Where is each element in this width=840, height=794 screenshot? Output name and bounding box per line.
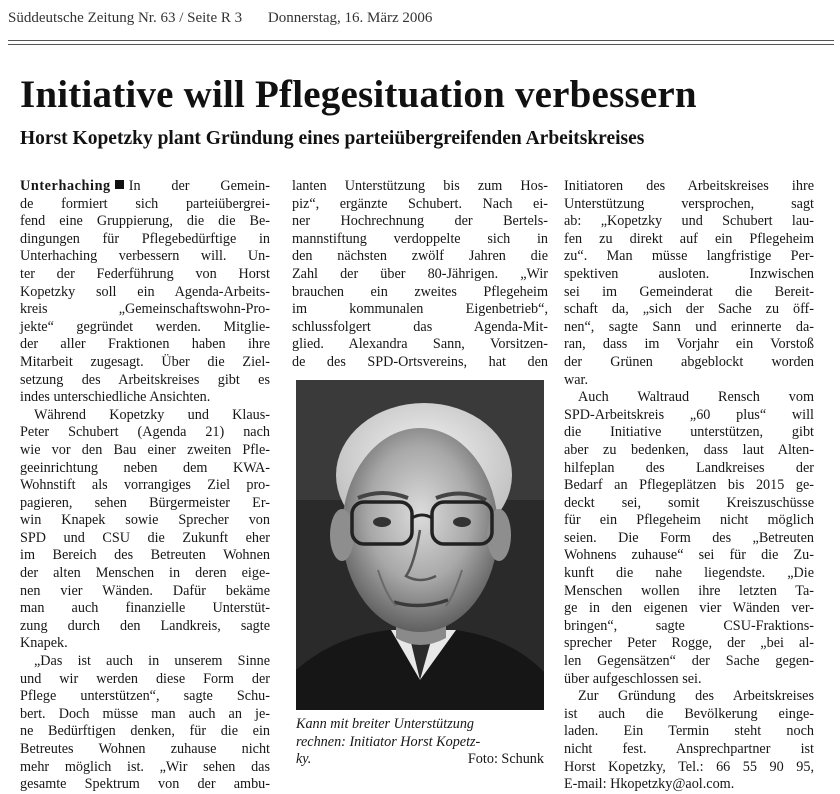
column-3-line: Menschen wollen ihre letzten Ta- (564, 582, 814, 599)
column-1-line: Während Kopetzky und Klaus- (34, 406, 270, 423)
masthead-rule-second (8, 44, 834, 45)
column-1-line: Wohnstift als vorrangiges Ziel pro- (20, 477, 270, 494)
photo-credit: Foto: Schunk (467, 751, 544, 768)
column-3-line: zu“. Man müsse langfristige Per- (564, 248, 814, 265)
photo-caption (296, 716, 544, 769)
column-1-line: dingungen für Pflegebedürftige in (20, 230, 270, 247)
column-1-line: nen vier Wänden. Dafür bekäme (20, 582, 270, 599)
column-1-line: win Knapek sowie Sprecher von (20, 512, 270, 529)
column-1-line: der aller Fraktionen haben ihre (20, 336, 270, 353)
column-1-line: bert. Doch müsse man auch an je- (20, 705, 270, 722)
column-3-line: ge in den eigenen vier Wänden ver- (564, 600, 814, 617)
column-1-line: indes unterschiedliche Ansichten. (20, 389, 211, 406)
column-1-line: setzung des Arbeitskreises gibt es (20, 371, 270, 388)
column-3-line: die Initiative unterstützen, gibt (564, 424, 814, 441)
column-3-line: kunft die nahe liegendste. „Die (564, 565, 814, 582)
caption-line: Kann mit breiter Unterstützung (296, 716, 475, 732)
column-3-line: ab: „Kopetzky und Schubert lau- (564, 213, 814, 230)
column-3-line: Bedarf an Pflegeplätzen bis 2015 ge- (564, 477, 814, 494)
column-1-line: gesamte Spektrum von der ambu- (20, 776, 270, 793)
column-3-line: ist auch die Bevölkerung einge- (564, 705, 814, 722)
column-1-line: pagieren, sehen Bürgermeister Er- (20, 494, 270, 511)
column-1-line: ter der Federführung von Horst (20, 265, 270, 282)
column-1-line: wie vor den Bau einer zweiten Pfle- (20, 441, 270, 458)
publication-line: Süddeutsche Zeitung Nr. 63 / Seite R 3 (8, 10, 243, 26)
column-3-line: len Gegensätzen“ der Sache gegen- (564, 653, 814, 670)
column-1-line: Unterhaching In der Gemein- (20, 178, 270, 194)
column-3-line: schaft da, „sich der Sache zu öff- (564, 301, 814, 318)
column-2-line: lanten Unterstützung bis zum Hos- (292, 178, 548, 194)
column-3-line: sei im Gemeinderat die Bereit- (564, 283, 814, 300)
column-1-line: de formiert sich parteiübergrei- (20, 195, 270, 212)
column-1-line: geeinrichtung neben dem KWA- (20, 459, 270, 476)
column-3-line: bringen“, sagte CSU-Fraktions- (564, 617, 814, 634)
column-3-line: E-mail: Hkopetzky@aol.com. (564, 776, 735, 793)
caption-line: rechnen: Initiator Horst Kopetz- (296, 733, 481, 750)
column-1-line: Knapek. (20, 635, 68, 652)
column-3-line: aber zu bedenken, dass laut Alten- (564, 441, 814, 458)
column-3-line: SPD-Arbeitskreis „60 plus“ will (564, 406, 814, 423)
column-2-line: den nächsten zwölf Jahren die (292, 248, 548, 265)
column-1-line: der alten Menschen in deren eige- (20, 565, 270, 582)
column-1-line: im Bereich des Betreuten Wohnen (20, 547, 270, 564)
article-column-1 (20, 178, 270, 794)
column-3-line: Auch Waltraud Rensch vom (578, 389, 814, 406)
issue-date: Donnerstag, 16. März 2006 (267, 10, 433, 26)
column-2-line: im kommunalen Eigenbetrieb“, (292, 301, 548, 318)
column-2-line: mannstiftung verdoppelte sich in (292, 230, 548, 247)
column-1-line: Betreutes Wohnen zuhause nicht (20, 741, 270, 757)
column-3-line: nen“, sagte Sann und erinnerte da- (564, 318, 814, 335)
article-subheadline: Horst Kopetzky plant Gründung eines parteiübergreifenden Arbeitskreises (20, 128, 645, 149)
article-headline: Initiative will Pflegesituation verbessern (20, 73, 697, 116)
column-2-line: glied. Alexandra Sann, Vorsitzen- (292, 336, 548, 353)
portrait-illustration (296, 380, 544, 710)
column-2-line: ner Hochrechnung der Bertels- (292, 213, 548, 230)
column-1-line: Unterhaching verbessern will. Un- (20, 248, 270, 265)
column-3-line: nicht fest. Ansprechpartner ist (564, 741, 814, 757)
column-1-line: und wir werden diese Form der (20, 670, 270, 687)
article-column-2 (292, 178, 548, 372)
column-3-line: hilfeplan des Landkreises der (564, 459, 814, 476)
column-1-line: zung durch den Landkreis, sagte (20, 617, 270, 634)
column-3-line: ran, dass im Vorjahr ein Vorstoß (564, 336, 814, 353)
dateline: Unterhaching (20, 178, 111, 194)
column-3-line: deckt sei, somit Kreiszuschüsse (564, 494, 814, 511)
column-2-line: de des SPD-Ortsvereins, hat den (292, 353, 548, 370)
column-1-line: jekte“ gegründet werden. Mitglie- (20, 318, 270, 335)
caption-last-line (296, 751, 544, 769)
column-1-line: SPD und CSU die Zukunft eher (20, 529, 270, 546)
column-1-line: Pflege unterstützen“, sagte Schu- (20, 688, 270, 705)
dateline-square-icon (115, 180, 124, 189)
column-3-line: spektiven ausloten. Inzwischen (564, 265, 814, 282)
column-3-line: Wohnens zuhause“ sei für die Zu- (564, 547, 814, 564)
column-1-line: kreis „Gemeinschaftswohn-Pro- (20, 301, 270, 318)
column-3-line: Horst Kopetzky, Tel.: 66 55 90 95, (564, 758, 814, 775)
portrait-photo (296, 380, 544, 710)
column-3-line: für ein Pflegeheim nicht möglich (564, 512, 814, 529)
column-3-line: Zur Gründung des Arbeitskreises (578, 688, 814, 705)
caption-line: ky. (296, 751, 312, 768)
column-1-line: Mitarbeit zugesagt. Über die Ziel- (20, 353, 270, 370)
column-1-line: man auch finanzielle Unterstüt- (20, 600, 270, 617)
column-1-line: mehr möglich ist. „Wir sehen das (20, 758, 270, 775)
column-1-line: Peter Schubert (Agenda 21) nach (20, 424, 270, 441)
column-2-line: Zahl der über 80-Jährigen. „Wir (292, 265, 548, 282)
column-1-line: „Das ist auch in unserem Sinne (34, 653, 270, 670)
column-3-line: fen zu direkt auf ein Pflegeheim (564, 230, 814, 247)
column-3-line: Initiatoren des Arbeitskreises ihre (564, 178, 814, 194)
column-2-line: brauchen ein zweites Pflegeheim (292, 283, 548, 300)
column-3-line: war. (564, 371, 589, 388)
column-3-line: seien. Die Form des „Betreuten (564, 529, 814, 546)
column-3-line: laden. Ein Termin steht noch (564, 723, 814, 740)
column-2-line: schlussfolgert das Agenda-Mit- (292, 318, 548, 335)
column-1-line: Kopetzky soll ein Agenda-Arbeits- (20, 283, 270, 300)
column-1-line: ne Bedürftigen denken, für die ein (20, 723, 270, 740)
column-3-line: sprecher Peter Rogge, der „bei al- (564, 635, 814, 652)
masthead-rule (8, 40, 834, 41)
column-1-line: fend eine Gruppierung, die die Be- (20, 213, 270, 230)
column-3-line: Unterstützung versprochen, sagt (564, 195, 814, 212)
article-column-3 (564, 178, 814, 794)
column-3-line: über aufgeschlossen sei. (564, 670, 702, 687)
column-3-line: der Grünen abgeblockt worden (564, 353, 814, 370)
column-2-line: piz“, ergänzte Schubert. Nach ei- (292, 195, 548, 212)
masthead (8, 10, 432, 27)
